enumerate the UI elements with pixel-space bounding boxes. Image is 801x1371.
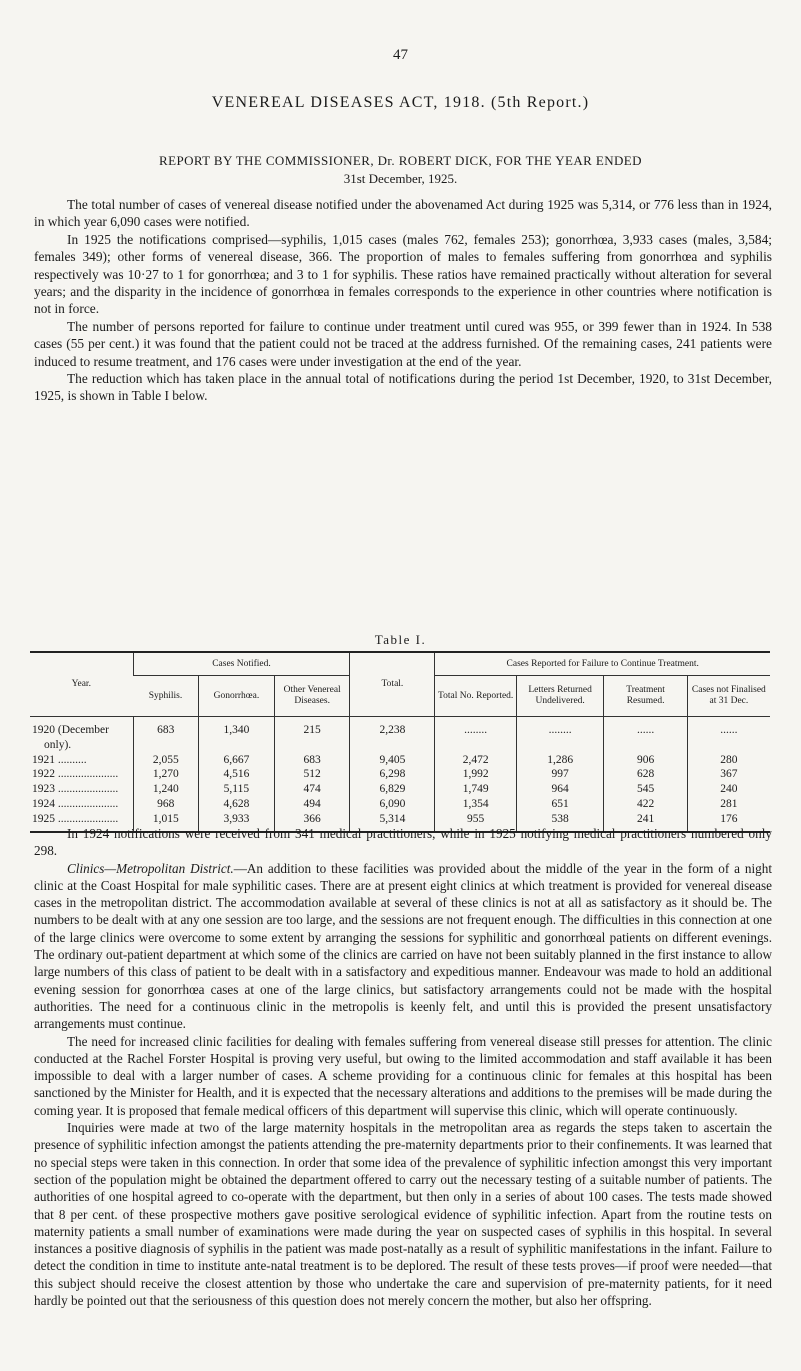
table-row: [30, 738, 770, 753]
cell-year: 1923 .....................: [32, 783, 119, 796]
clinics-text: —An addition to these facilities was provided about the middle of the year in the form of a night clinic at the Coast Hospital for male syphilitic cases. There are at present eight clinics at which treatment is provided for venereal disease cases in the metropolitan district. The accommodation available at several of these clinics is not at all as satisfactory as it should be. The numbers to be dealt with at any one session are too large, and the sessions are not frequent enough. The difficulties in this connection at one of the large clinics were overcome to some extent by arranging the sessions for syphilitic and gonorrhœal patients on different evenings. The ordinary out-patient department at which some of the clinics are carried on have not been suitably planned in the first instance to allow large numbers of this class of patient to be dealt with in a satisfactory and expeditious manner. Endeavour was made to hold an additional evening session for gonorrhœa cases at one of the large clinics, but satisfactory arrangements could not be made with the hospital authorities. The need for a continuous clinic in the metropolis is keenly felt, and until this is provided the present unsatisfactory arrangements must continue.: [34, 860, 772, 1032]
cell: 683: [133, 717, 198, 738]
cell: 512: [274, 767, 350, 782]
clinics-heading: Clinics—Metropolitan District.: [67, 860, 234, 876]
col-year: Year.: [30, 652, 133, 717]
col-other: Other Venereal Diseases.: [274, 676, 350, 717]
table-row: [30, 717, 770, 738]
paragraph: In 1925 the notifications comprised—syphilis, 1,015 cases (males 762, females 253); gonorrhœa, 3,933 cases (males, 3,584; females 349); other forms of venereal disease, 366. The proportion of males to females suffering from gonorrhœa and syphilis respectively was 10·27 to 1 for gonorrhœa; and 3 to 1 for syphilis. These ratios have remained practically without alteration for several years; and the disparity in the incidence of gonorrhœa in females corresponds to the experience in other countries where notification is not in force.: [34, 231, 772, 317]
cell: 1,286: [516, 753, 604, 768]
cell: 2,238: [350, 717, 435, 738]
body-text: [34, 825, 772, 1309]
table-row: [30, 767, 770, 782]
cell: [350, 738, 435, 753]
cell: 176: [687, 812, 770, 832]
cell: ........: [516, 717, 604, 738]
cell: 5,314: [350, 812, 435, 832]
paragraph: The reduction which has taken place in the annual total of notifications during the period 1st December, 1920, to 31st December, 1925, is shown in Table I below.: [34, 371, 772, 404]
table-row: [30, 797, 770, 812]
col-group-cases-reported: Cases Reported for Failure to Continue Treatment.: [435, 652, 770, 676]
cell: 3,933: [198, 812, 274, 832]
cell: [274, 738, 350, 753]
paragraph: The need for increased clinic facilities for dealing with females suffering from venereal disease still presses for attention. The clinic conducted at the Rachel Forster Hospital is proving very useful, but owing to the limited accommodation and staff available it has been impossible to deal with a larger number of cases. A scheme providing for a continuous clinic for females at this hospital has been sanctioned by the Minister for Health, and it is expected that the necessary alterations and additions to the premises will be made during the coming year. It is proposed that female medical officers of this department will supervise this clinic, which will operate continuously.: [34, 1033, 772, 1118]
cell: 906: [604, 753, 687, 768]
report-date: 31st December, 1925.: [343, 171, 458, 186]
col-not-finalised: Cases not Finalised at 31 Dec.: [687, 676, 770, 717]
cell: 9,405: [350, 753, 435, 768]
cell: 241: [604, 812, 687, 832]
cell: [604, 738, 687, 753]
cell: 538: [516, 812, 604, 832]
cell-year: 1921 ..........: [32, 753, 87, 766]
cell: 651: [516, 797, 604, 812]
col-gonorrhoea: Gonorrhœa.: [198, 676, 274, 717]
col-syphilis: Syphilis.: [133, 676, 198, 717]
col-group-cases-notified: Cases Notified.: [133, 652, 350, 676]
cell: [198, 738, 274, 753]
cell: 6,298: [350, 767, 435, 782]
cell: 1,240: [133, 782, 198, 797]
cell: ......: [687, 717, 770, 738]
cell: 280: [687, 753, 770, 768]
cell: 366: [274, 812, 350, 832]
cell: 422: [604, 797, 687, 812]
cell: 1,749: [435, 782, 516, 797]
cell: 997: [516, 767, 604, 782]
table-row: [30, 753, 770, 768]
cell: [435, 738, 516, 753]
cell: [687, 738, 770, 753]
cell: 474: [274, 782, 350, 797]
cell: 4,516: [198, 767, 274, 782]
paragraph: In 1924 notifications were received from 341 medical practitioners, while in 1925 notifying medical practitioners numbered only 298.: [34, 826, 772, 859]
cell-year: 1920 (December: [32, 724, 109, 736]
cell: 6,090: [350, 797, 435, 812]
cell: 6,829: [350, 782, 435, 797]
paragraph: Inquiries were made at two of the large maternity hospitals in the metropolitan area as regards the steps taken to ascertain the presence of syphilitic infection amongst the patients attending the pre-maternity departments prior to their confinements. It was learned that no special steps were taken in this connection. In order that some idea of the prevalence of syphilitic infection amongst this very important section of the population might be obtained the department offered to carry out the necessary testing of a suitable number of patients. The authorities of one hospital agreed to co-operate with the department, but then only in a series of about 100 cases. The tests made showed that 8 per cent. of these prospective mothers gave positive serological evidence of syphilitic infection. Apart from the routine tests on maternity patients a small number of examinations were made during the year on suspected cases of syphilis in this hospital. In several instances a positive diagnosis of syphilis in the patient was made post-natally as a result of syphilitic manifestations in the infant. Failure to detect the condition in time to institute ante-natal treatment is to be deplored. The result of these tests proves—if proof were needed—that this subject should receive the closest attention by those who undertake the care and supervision of pre-maternity patients, for it need hardly be pointed out that the seriousness of this question does not merely concern the mother, but also her offspring.: [34, 1120, 772, 1309]
cell: 2,055: [133, 753, 198, 768]
cell: 683: [274, 753, 350, 768]
cell: 1,270: [133, 767, 198, 782]
cell: 2,472: [435, 753, 516, 768]
cell: 5,115: [198, 782, 274, 797]
paragraph: The total number of cases of venereal disease notified under the abovenamed Act during 1925 was 5,314, or 776 less than in 1924, in which year 6,090 cases were notified.: [34, 197, 772, 230]
cell-year: 1925 .....................: [32, 812, 119, 825]
col-letters-returned: Letters Returned Undelivered.: [516, 676, 604, 717]
cell: 1,992: [435, 767, 516, 782]
cell: 6,667: [198, 753, 274, 768]
cell: ......: [604, 717, 687, 738]
table-row: [30, 782, 770, 797]
cell: 628: [604, 767, 687, 782]
cell: 1,015: [133, 812, 198, 832]
col-total: Total.: [350, 652, 435, 717]
cell: 4,628: [198, 797, 274, 812]
cell-year: only).: [44, 738, 72, 751]
cell-year: 1922 .....................: [32, 768, 119, 781]
col-treatment-resumed: Treatment Resumed.: [604, 676, 687, 717]
table-title: Table I.: [374, 632, 427, 647]
cell: [133, 738, 198, 753]
cell: 968: [133, 797, 198, 812]
cell-year: 1924 .....................: [32, 797, 119, 810]
cell: 545: [604, 782, 687, 797]
cell: ........: [435, 717, 516, 738]
report-heading: REPORT BY THE COMMISSIONER, Dr. ROBERT DICK, FOR THE YEAR ENDED: [159, 153, 642, 168]
cell: 281: [687, 797, 770, 812]
cell: [516, 738, 604, 753]
cell: 964: [516, 782, 604, 797]
cell: 240: [687, 782, 770, 797]
notifications-table: [30, 651, 770, 833]
cell: 367: [687, 767, 770, 782]
intro-text: [34, 196, 772, 405]
page-number: 47: [393, 47, 408, 63]
cell: 494: [274, 797, 350, 812]
paragraph-clinics: [34, 860, 772, 1033]
cell: 955: [435, 812, 516, 832]
cell: 1,340: [198, 717, 274, 738]
act-title: VENEREAL DISEASES ACT, 1918. (5th Report.): [211, 94, 590, 111]
col-total-reported: Total No. Reported.: [435, 676, 516, 717]
paragraph: The number of persons reported for failure to continue under treatment until cured was 955, or 399 fewer than in 1924. In 538 cases (55 per cent.) it was found that the patient could not be traced at the address furnished. Of the remaining cases, 241 patients were induced to resume treatment, and 176 cases were under investigation at the end of the year.: [34, 318, 772, 369]
cell: 215: [274, 717, 350, 738]
cell: 1,354: [435, 797, 516, 812]
